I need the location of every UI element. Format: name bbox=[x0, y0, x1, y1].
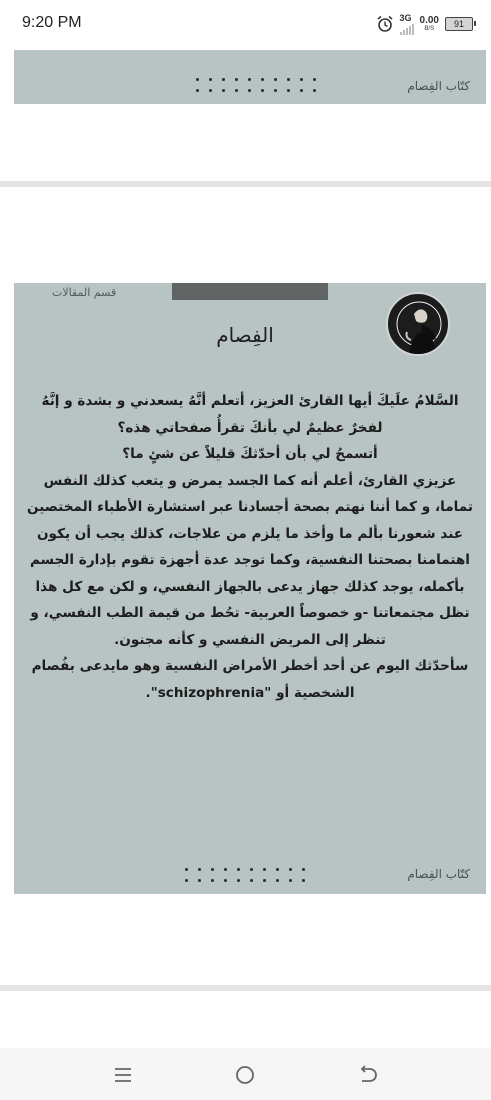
speed-unit: B/S bbox=[424, 26, 435, 32]
card-caption: كتّاب الفِصام bbox=[407, 867, 470, 881]
battery-level: 91 bbox=[453, 19, 464, 29]
header-bar bbox=[172, 283, 328, 300]
article-paragraph: سأحدّثك اليوم عن أحد أخطر الأمراض النفسية وهو مايدعى بفُصام الشخصية أو "schizophrenia". bbox=[31, 658, 469, 701]
article-card[interactable] bbox=[14, 283, 486, 894]
dots-decoration bbox=[196, 78, 317, 92]
article-body bbox=[26, 388, 474, 706]
article-paragraph: أتسمحُ لي بأن أحدّثكَ قليلاً عن شئٍ ما؟ bbox=[122, 446, 378, 462]
home-button[interactable] bbox=[232, 1062, 258, 1088]
network-type: 3G bbox=[399, 12, 412, 23]
status-bar bbox=[0, 0, 491, 50]
navigation-bar bbox=[0, 1048, 491, 1100]
card-caption: كتّاب الفِصام bbox=[407, 79, 470, 93]
article-paragraph: السَّلامُ علَيكَ أيها القارئ العزيز، أتعلم أنَّهُ يسعدني و بشدة و إنَّهُ لفخرٌ عظيمٌ لي بأنكَ تقرأُ صفحاتي هذه؟ bbox=[41, 393, 459, 436]
menu-button[interactable] bbox=[110, 1062, 136, 1088]
back-button[interactable] bbox=[355, 1062, 381, 1088]
article-paragraph: عزيزي القارئ، أعلم أنه كما الجسد يمرض و يتعب كذلك النفس تماما، و كما أننا نهتم بصحة أجسادنا عبر استشارة الأطباء المختصين عند شعورنا بألم ما وأخذ ما يلزم من علاجات، كذلك يجب أن يكون اهتمامنا بصحتنا النفسية، وكما توجد عدة أجهزة تقوم بإدارة الجسم بأكمله، يوجد كذلك جهاز يدعى بالجهاز النفسي، و لكن مع كل هذا تظل مجتمعاتنا -و خصوصاً العربية- تحُط من قيمة الطب النفسي، و تنظر إلى المريض النفسي و كأنه مجنون. bbox=[27, 472, 473, 648]
divider bbox=[0, 181, 491, 187]
signal-icon bbox=[400, 14, 414, 35]
network-speed bbox=[420, 16, 439, 32]
dots-decoration bbox=[185, 868, 306, 882]
article-title: الفِصام bbox=[216, 323, 274, 347]
home-icon bbox=[234, 1064, 256, 1086]
section-label: قسم المقالات bbox=[52, 286, 117, 299]
speed-value: 0.00 bbox=[419, 15, 439, 26]
status-time: 9:20 PM bbox=[22, 14, 82, 31]
back-icon bbox=[357, 1064, 379, 1086]
previous-article-card[interactable] bbox=[14, 50, 486, 104]
menu-icon bbox=[113, 1066, 133, 1084]
alarm-icon bbox=[376, 15, 394, 33]
battery-icon bbox=[445, 17, 473, 31]
divider bbox=[0, 985, 491, 991]
avatar bbox=[386, 292, 450, 356]
status-icons bbox=[376, 12, 473, 36]
